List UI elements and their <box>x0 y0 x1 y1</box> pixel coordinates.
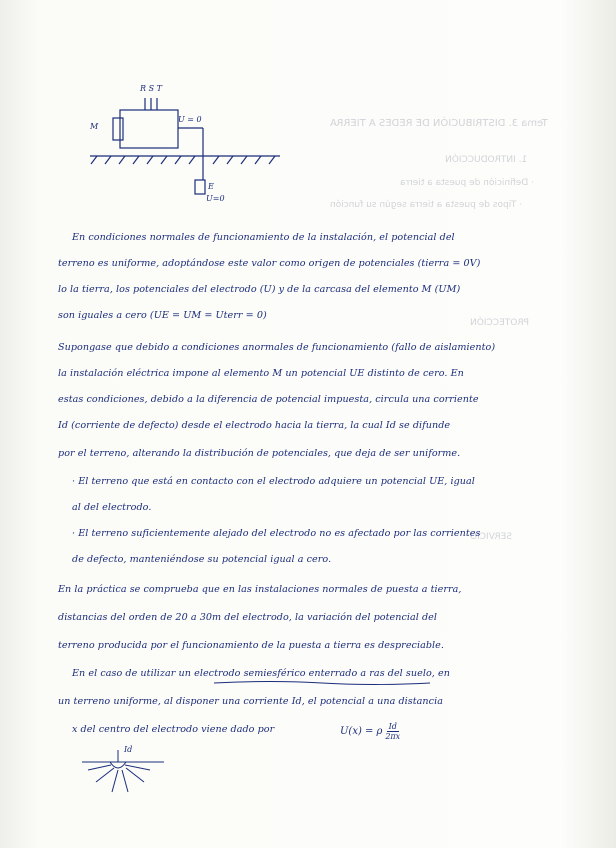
diagram-electrode-potential: U=0 <box>206 194 225 203</box>
text-line: distancias del orden de 20 a 30m del electrodo, la variación del potencial del <box>58 612 438 623</box>
bleed-through-line: · Definición de puesta a tierra <box>400 178 534 188</box>
bleed-through-line: 1. INTRODUCCIÓN <box>445 155 528 165</box>
text-line: En el caso de utilizar un electrodo semiesférico enterrado a ras del suelo, en <box>72 668 450 679</box>
text-line: x del centro del electrodo viene dado por <box>72 724 275 735</box>
potential-formula <box>340 722 400 741</box>
formula-denominator: 2πx <box>385 732 401 741</box>
text-line: estas condiciones, debido a la diferencia de potencial impuesta, circula una corriente <box>58 394 479 405</box>
grounding-diagram <box>85 88 285 218</box>
text-line: la instalación eléctrica impone al elemento M un potencial UE distinto de cero. En <box>58 368 464 379</box>
hemispherical-electrode-diagram <box>78 748 168 798</box>
text-line: terreno es uniforme, adoptándose este valor como origen de potenciales (tierra = 0V) <box>58 258 481 269</box>
text-line: terreno producida por el funcionamiento de la puesta a tierra es despreciable. <box>58 640 444 651</box>
formula-fraction <box>385 722 400 741</box>
bleed-through-line: PROTECCIÓN <box>470 318 529 328</box>
diagram-terminals-label: R S T <box>140 84 162 93</box>
text-line: En la práctica se comprueba que en las instalaciones normales de puesta a tierra, <box>58 584 462 595</box>
text-line: Id (corriente de defecto) desde el electrodo hacia la tierra, la cual Id se difunde <box>58 420 451 431</box>
text-line: Supongase que debido a condiciones anormales de funcionamiento (fallo de aislamiento) <box>58 342 496 353</box>
text-line: · El terreno suficientemente alejado del electrodo no es afectado por las corrientes <box>72 528 481 539</box>
formula-rho: ρ <box>376 726 383 737</box>
diagram-junction-label: U = 0 <box>178 115 202 124</box>
formula-lhs: U(x) = <box>340 726 374 737</box>
text-line: lo la tierra, los potenciales del electrodo (U) y de la carcasa del elemento M (UM) <box>58 284 461 295</box>
diagram-machine-label: M <box>90 122 99 131</box>
text-line: son iguales a cero (UE = UM = Uterr = 0) <box>58 310 267 321</box>
diagram-electrode-label: E <box>208 182 214 191</box>
bottom-current-label: Id <box>124 745 133 754</box>
text-line: al del electrodo. <box>72 502 152 513</box>
text-line: · El terreno que está en contacto con el electrodo adquiere un potencial UE, igual <box>72 476 475 487</box>
underline-mark <box>212 680 432 686</box>
text-line: En condiciones normales de funcionamiento de la instalación, el potencial del <box>72 232 455 243</box>
formula-numerator: Id <box>388 722 397 731</box>
bleed-through-line: · Tipos de puesta a tierra según su función <box>330 200 523 210</box>
bleed-through-title: Tema 3. DISTRIBUCIÓN DE REDES A TIERRA <box>330 118 548 129</box>
text-line: por el terreno, alterando la distribución de potenciales, que deja de ser uniforme. <box>58 448 461 459</box>
text-line: un terreno uniforme, al disponer una corriente Id, el potencial a una distancia <box>58 696 443 707</box>
bleed-through-line: SERVICIO <box>470 532 512 542</box>
text-line: de defecto, manteniéndose su potencial igual a cero. <box>72 554 332 565</box>
